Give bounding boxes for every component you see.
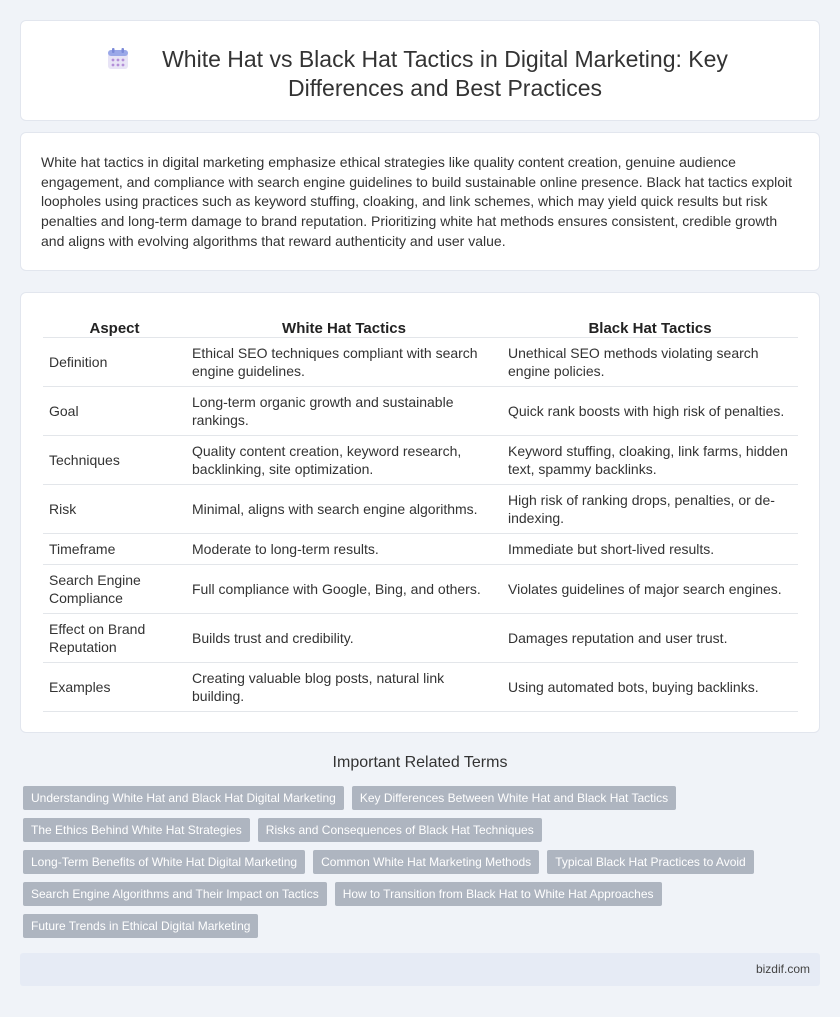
- table-row: [43, 564, 798, 613]
- comparison-card: [20, 292, 820, 733]
- aspect-cell: Goal: [43, 386, 186, 435]
- table-row: [43, 386, 798, 435]
- footer-site-link[interactable]: bizdif.com: [755, 962, 810, 976]
- aspect-cell: Definition: [43, 337, 186, 386]
- black-hat-cell: Quick rank boosts with high risk of penalties.: [502, 386, 798, 435]
- white-hat-cell: Long-term organic growth and sustainable rankings.: [186, 386, 502, 435]
- white-hat-cell: Full compliance with Google, Bing, and others.: [186, 564, 502, 613]
- table-row: [43, 435, 798, 484]
- aspect-cell: Examples: [43, 662, 186, 711]
- white-hat-cell: Builds trust and credibility.: [186, 613, 502, 662]
- black-hat-cell: High risk of ranking drops, penalties, or de-indexing.: [502, 484, 798, 533]
- table-row: [43, 662, 798, 711]
- related-term-tag[interactable]: Risks and Consequences of Black Hat Techniques: [258, 818, 542, 842]
- related-term-tag[interactable]: Search Engine Algorithms and Their Impact on Tactics: [23, 882, 327, 906]
- header-white-hat: White Hat Tactics: [186, 313, 502, 337]
- white-hat-cell: Minimal, aligns with search engine algorithms.: [186, 484, 502, 533]
- related-term-tag[interactable]: Common White Hat Marketing Methods: [313, 850, 539, 874]
- related-terms-list: [23, 786, 823, 946]
- related-terms-title: Important Related Terms: [332, 754, 508, 771]
- related-term-tag[interactable]: Long-Term Benefits of White Hat Digital Marketing: [23, 850, 305, 874]
- intro-card: [20, 132, 820, 271]
- black-hat-cell: Damages reputation and user trust.: [502, 613, 798, 662]
- white-hat-cell: Quality content creation, keyword research, backlinking, site optimization.: [186, 435, 502, 484]
- aspect-cell: Search Engine Compliance: [43, 564, 186, 613]
- intro-paragraph: White hat tactics in digital marketing emphasize ethical strategies like quality content creation, genuine audience engagement, and compliance with search engine guidelines to build sustainable online presence. Black hat tactics exploit loopholes using practices such as keyword stuffing, cloaking, and link schemes, which may yield quick results but risk penalties and long-term damage to brand reputation. Prioritizing white hat methods ensures consistent, credible growth and aligns with evolving algorithms that reward authenticity and user value.: [41, 154, 793, 249]
- related-term-tag[interactable]: Future Trends in Ethical Digital Marketing: [23, 914, 258, 938]
- table-row: [43, 337, 798, 386]
- black-hat-cell: Immediate but short-lived results.: [502, 533, 798, 564]
- black-hat-cell: Unethical SEO methods violating search engine policies.: [502, 337, 798, 386]
- aspect-cell: Risk: [43, 484, 186, 533]
- white-hat-cell: Ethical SEO techniques compliant with search engine guidelines.: [186, 337, 502, 386]
- related-term-tag[interactable]: How to Transition from Black Hat to White Hat Approaches: [335, 882, 662, 906]
- table-row: [43, 613, 798, 662]
- header-aspect: Aspect: [43, 313, 186, 337]
- white-hat-cell: Moderate to long-term results.: [186, 533, 502, 564]
- related-term-tag[interactable]: Key Differences Between White Hat and Black Hat Tactics: [352, 786, 676, 810]
- table-row: [43, 533, 798, 564]
- related-term-tag[interactable]: Typical Black Hat Practices to Avoid: [547, 850, 754, 874]
- related-term-tag[interactable]: Understanding White Hat and Black Hat Digital Marketing: [23, 786, 344, 810]
- aspect-cell: Techniques: [43, 435, 186, 484]
- title-card: [20, 20, 820, 121]
- comparison-table: [43, 313, 798, 712]
- table-row: [43, 484, 798, 533]
- page-title: White Hat vs Black Hat Tactics in Digital Marketing: Key Differences and Best Practices: [162, 46, 728, 101]
- footer: [20, 953, 820, 986]
- calendar-icon: [107, 48, 129, 70]
- header-black-hat: Black Hat Tactics: [502, 313, 798, 337]
- white-hat-cell: Creating valuable blog posts, natural link building.: [186, 662, 502, 711]
- table-header-row: [43, 313, 798, 337]
- related-term-tag[interactable]: The Ethics Behind White Hat Strategies: [23, 818, 250, 842]
- black-hat-cell: Violates guidelines of major search engines.: [502, 564, 798, 613]
- aspect-cell: Timeframe: [43, 533, 186, 564]
- aspect-cell: Effect on Brand Reputation: [43, 613, 186, 662]
- black-hat-cell: Using automated bots, buying backlinks.: [502, 662, 798, 711]
- black-hat-cell: Keyword stuffing, cloaking, link farms, hidden text, spammy backlinks.: [502, 435, 798, 484]
